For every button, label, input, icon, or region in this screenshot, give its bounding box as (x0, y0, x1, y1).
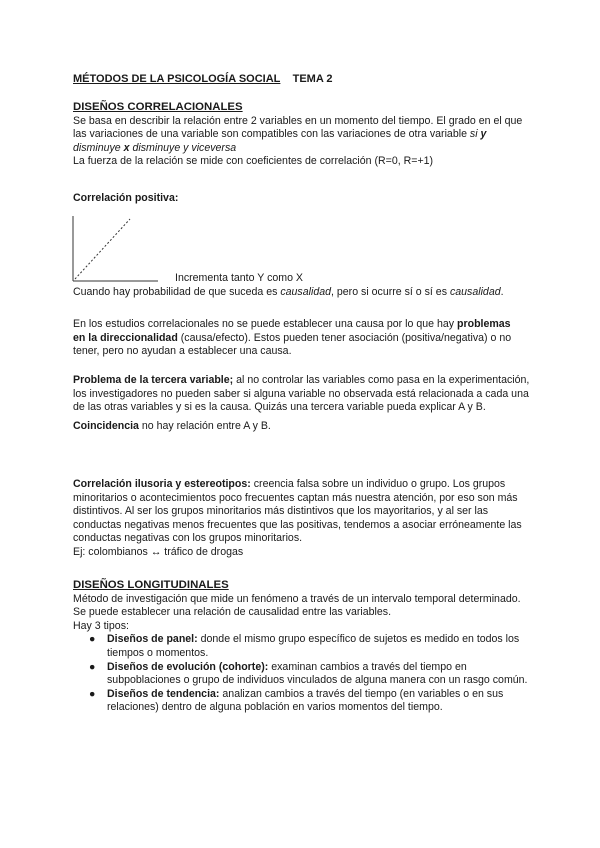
list-item: ● Diseños de panel: donde el mismo grupo específico de sujetos es medido en todos los tiempos o momentos. (89, 633, 520, 659)
list-item: ● Diseños de tendencia: analizan cambios a través del tiempo (en variables o en sus relaciones) dentro de alguna población en varios momentos del tiempo. (89, 687, 504, 714)
correlacionales-fuerza: La fuerza de la relación se mide con coeficientes de correlación (R=0, R=+1) (73, 155, 434, 168)
tipos-line: Hay 3 tipos: (73, 619, 129, 632)
ilusoria-paragraph: Correlación ilusoria y estereotipos: creencia falsa sobre un individuo o grupo. Los grupos minoritarios o acontecimientos poco frecuentes captan más nuestra atención, por eso son más distintivos. Al ser los grupos minoritarios más distintivos que los mayoritarios, y al ser las conductas negativas menos frecuentes que las positivas, tendemos a asociar erróneamente las conductas negativas con los grupos minoritarios. Ej: colombianos ↔ tráfico de drogas (73, 478, 531, 560)
correlacionales-paragraph: Se basa en describir la relación entre 2 variables en un momento del tiempo. El grado en el que las variaciones de una variable son compatibles con las variaciones de otra variable si y disminuye x disminuye y viceversa (73, 114, 523, 154)
list-item: ● Diseños de evolución (cohorte): examinan cambios a través del tiempo en subpoblaciones o grupo de individuos vinculados de alguna manera con un rasgo común. (89, 660, 528, 687)
bullet-icon: ● (89, 687, 96, 700)
heading-correlacionales: DISEÑOS CORRELACIONALES (73, 101, 243, 113)
causalidad-line: Cuando hay probabilidad de que suceda es causalidad, pero si ocurre sí o sí es causalidad. (73, 286, 504, 298)
direccionalidad-paragraph: En los estudios correlacionales no se puede establecer una causa por lo que hay problemas en la direccionalidad (causa/efecto). Estos pueden tener asociación (positiva/negativa) o no tener, pero no ayudan a establecer una causa. (73, 318, 512, 358)
bullet-icon: ● (89, 633, 96, 646)
positive-correlation-sketch (70, 214, 160, 284)
coincidencia-paragraph: Coincidencia no hay relación entre A y B. (73, 420, 271, 432)
bullet-icon: ● (89, 660, 96, 673)
section-correlacionales (73, 101, 533, 169)
tipos-list (73, 633, 533, 715)
heading-positiva: Correlación positiva: (73, 192, 179, 204)
document-title (73, 73, 533, 87)
example-line: Ej: colombianos ↔ tráfico de drogas (73, 545, 244, 558)
heading-longitudinales: DISEÑOS LONGITUDINALES (73, 579, 229, 591)
longitudinales-paragraph: Método de investigación que mide un fenómeno a través de un intervalo temporal determinado. Se puede establecer una relación de causalidad entre las variables. (73, 592, 521, 619)
title-tema: TEMA 2 (292, 73, 333, 85)
title-main: MÉTODOS DE LA PSICOLOGÍA SOCIAL (73, 73, 281, 85)
tercera-variable-paragraph: Problema de la tercera variable; al no controlar las variables como pasa en la experimentación, los investigadores no pueden saber si alguna variable no observada está relacionada a cada una de las otras variables y si es la causa. Quizás una tercera variable pueda explicar A y B. (73, 374, 530, 414)
trend-line (75, 219, 130, 279)
chart-caption: Incrementa tanto Y como X (175, 272, 303, 284)
section-longitudinales (73, 579, 533, 715)
